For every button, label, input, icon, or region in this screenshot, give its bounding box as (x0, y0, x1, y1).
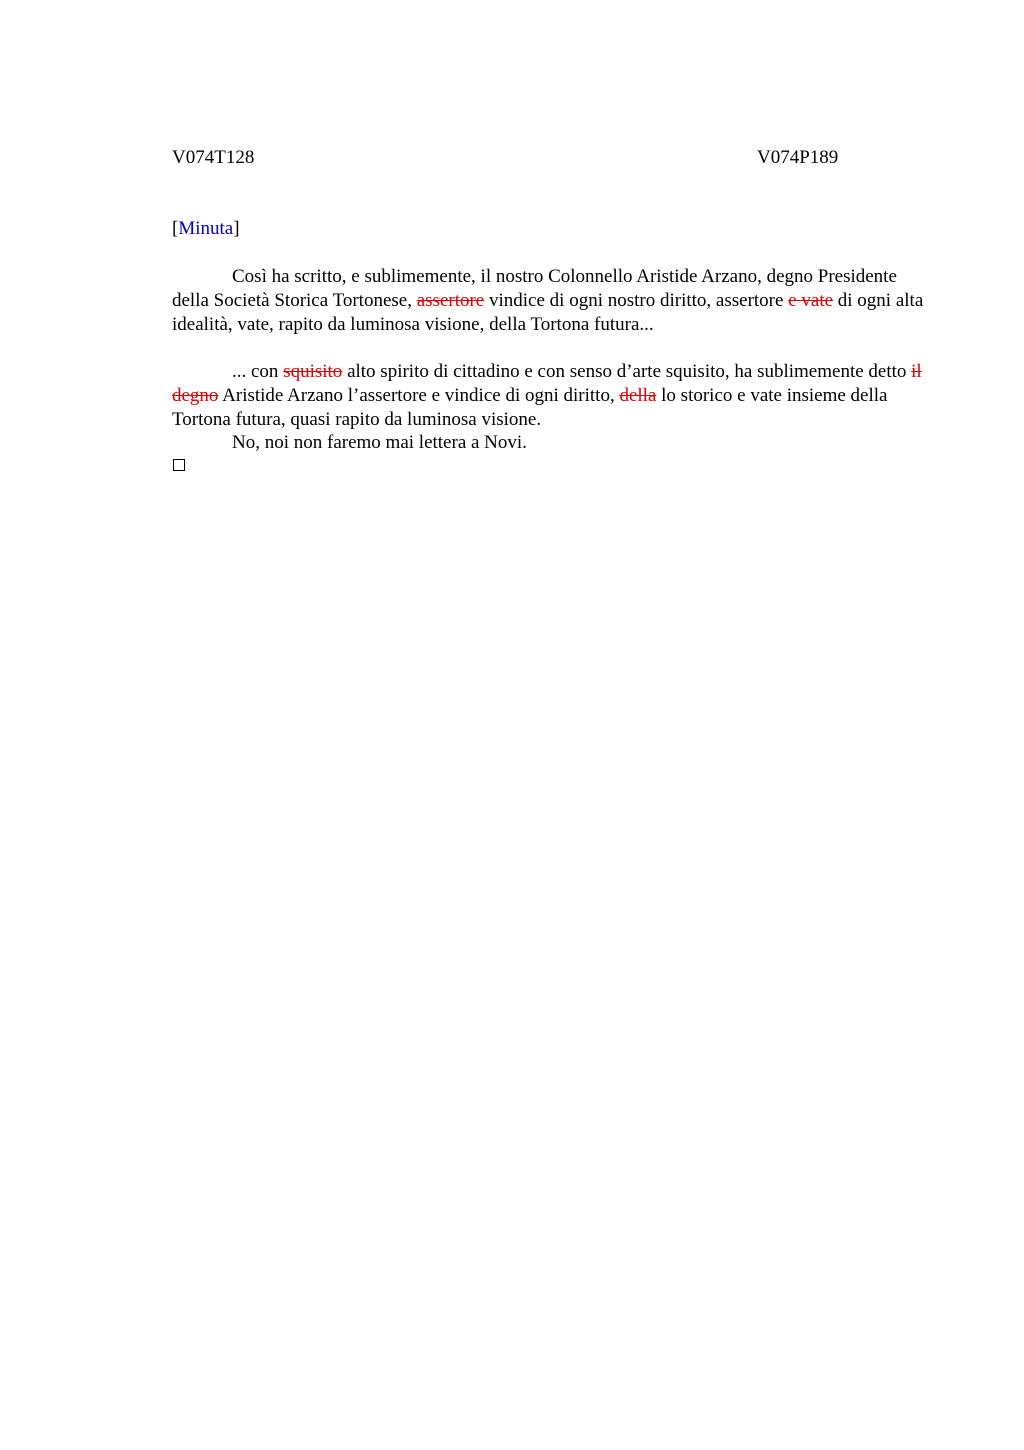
deleted-text: assertore (416, 290, 485, 311)
paragraph-2 (172, 360, 932, 432)
minuta-link[interactable]: Minuta (178, 218, 234, 239)
paragraph-1 (172, 265, 932, 337)
deleted-text: e vate (788, 290, 834, 311)
paragraph-1-text-1: Così ha scritto, e sublimemente, il nostro Colonnello Aristide Arzano, degno Presidente della Società Storica Tortonese, (172, 266, 897, 311)
paragraph-3: No, noi non faremo mai lettera a Novi. (232, 432, 527, 453)
deleted-text: il degno (172, 361, 922, 406)
section-label (172, 217, 240, 241)
paragraph-2-text-3: Aristide Arzano l’assertore e vindice di ogni diritto, (218, 385, 620, 406)
deleted-text: squisito (283, 361, 343, 382)
paragraph-2-text-2: alto spirito di cittadino e con senso d’arte squisito, ha sublimemente detto (342, 361, 912, 382)
paragraph-2-text-1: ... con (232, 361, 284, 382)
square-outline-icon (173, 459, 185, 471)
paragraph-1-text-3: di ogni alta idealità, vate, rapito da luminosa visione, della Tortona futura... (172, 290, 924, 335)
bracket-open: [ (172, 218, 179, 239)
bracket-close: ] (233, 218, 240, 239)
document-code-right: V074P189 (757, 147, 839, 168)
deleted-text: della (619, 385, 657, 406)
paragraph-1-text-2: vindice di ogni nostro diritto, assertore (484, 290, 789, 311)
paragraph-2-text-4: lo storico e vate insieme della Tortona futura, quasi rapito da luminosa visione. (172, 385, 888, 430)
document-code-left: V074T128 (172, 147, 255, 168)
